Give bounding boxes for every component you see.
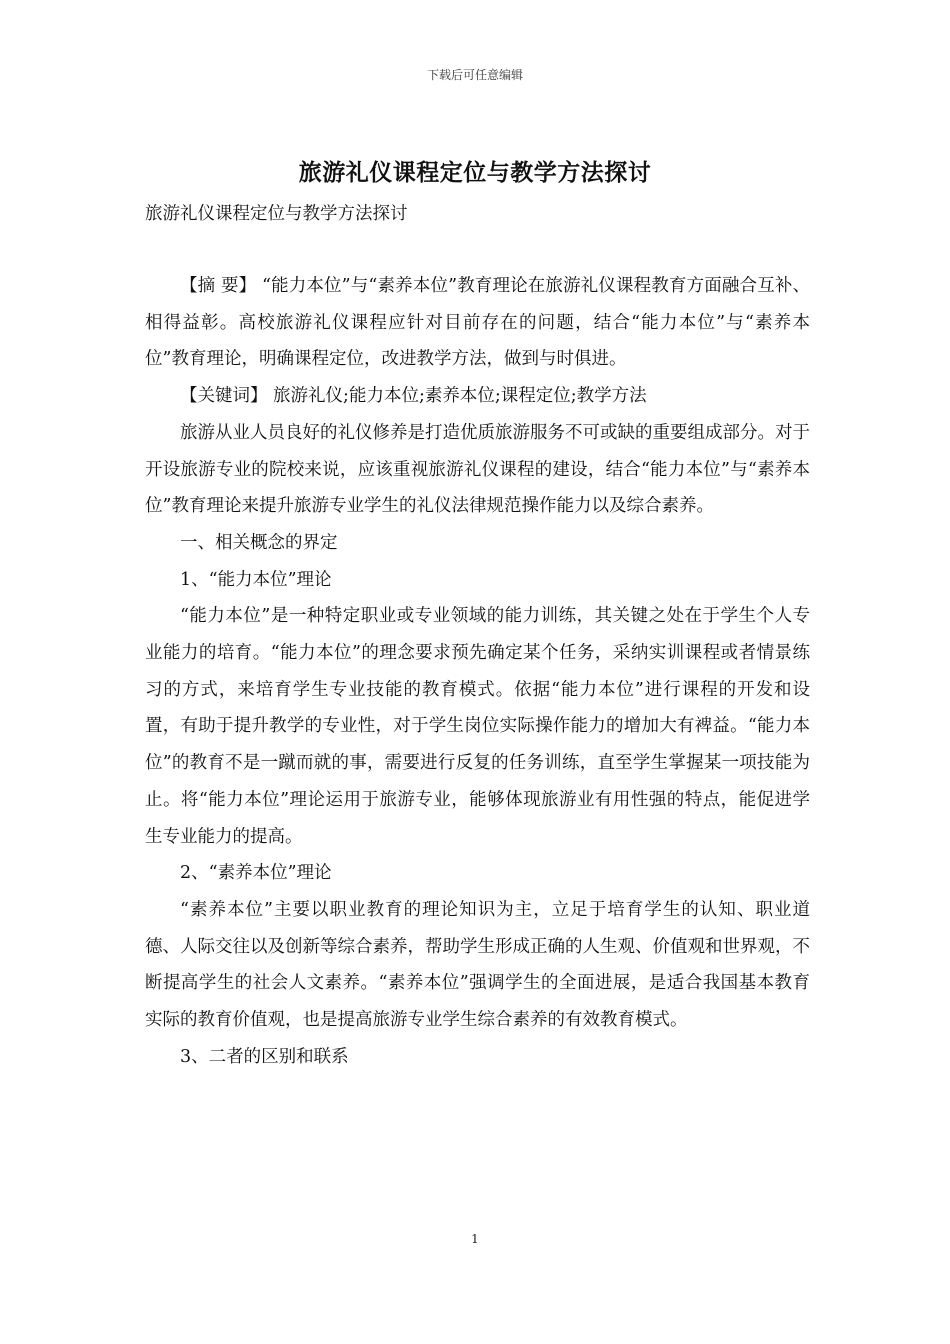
abstract-paragraph: 【摘 要】 “能力本位”与“素养本位”教育理论在旅游礼仪课程教育方面融合互补、相得益彰。高校旅游礼仪课程应针对目前存在的问题，结合“能力本位”与“素养本位”教育理论，明确课程定位，改进教学方法，做到与时俱进。	[145, 276, 810, 370]
page-number: 1	[471, 1232, 479, 1246]
subsection-heading-1: 1、“能力本位”理论	[180, 569, 332, 590]
document-title: 旅游礼仪课程定位与教学方法探讨	[298, 159, 652, 186]
page-header: 下载后可任意编辑	[426, 68, 523, 82]
keywords-paragraph: 【关键词】 旅游礼仪;能力本位;素养本位;课程定位;教学方法	[180, 386, 647, 407]
document-body	[145, 268, 810, 1075]
subsection-heading-3: 3、二者的区别和联系	[180, 1046, 349, 1067]
document-subtitle: 旅游礼仪课程定位与教学方法探讨	[145, 204, 408, 224]
subsection-heading-2: 2、“素养本位”理论	[180, 863, 332, 884]
body-paragraph: “素养本位”主要以职业教育的理论知识为主，立足于培育学生的认知、职业道德、人际交往以及创新等综合素养，帮助学生形成正确的人生观、价值观和世界观，不断提高学生的社会人文素养。“素养本位”强调学生的全面进展，是适合我国基本教育实际的教育价值观，也是提高旅游专业学生综合素养的有效教育模式。	[145, 899, 810, 1031]
intro-paragraph: 旅游从业人员良好的礼仪修养是打造优质旅游服务不可或缺的重要组成部分。对于开设旅游专业的院校来说，应该重视旅游礼仪课程的建设，结合“能力本位”与“素养本位”教育理论来提升旅游专业学生的礼仪法律规范操作能力以及综合素养。	[145, 422, 810, 517]
body-paragraph: “能力本位”是一种特定职业或专业领域的能力训练，其关键之处在于学生个人专业能力的培育。“能力本位”的理念要求预先确定某个任务，采纳实训课程或者情景练习的方式，来培育学生专业技能的教育模式。依据“能力本位”进行课程的开发和设置，有助于提升教学的专业性，对于学生岗位实际操作能力的增加大有裨益。“能力本位”的教育不是一蹴而就的事，需要进行反复的任务训练，直至学生掌握某一项技能为止。将“能力本位”理论运用于旅游专业，能够体现旅游业有用性强的特点，能促进学生专业能力的提高。	[145, 606, 810, 847]
section-heading-1: 一、相关概念的界定	[180, 532, 338, 553]
